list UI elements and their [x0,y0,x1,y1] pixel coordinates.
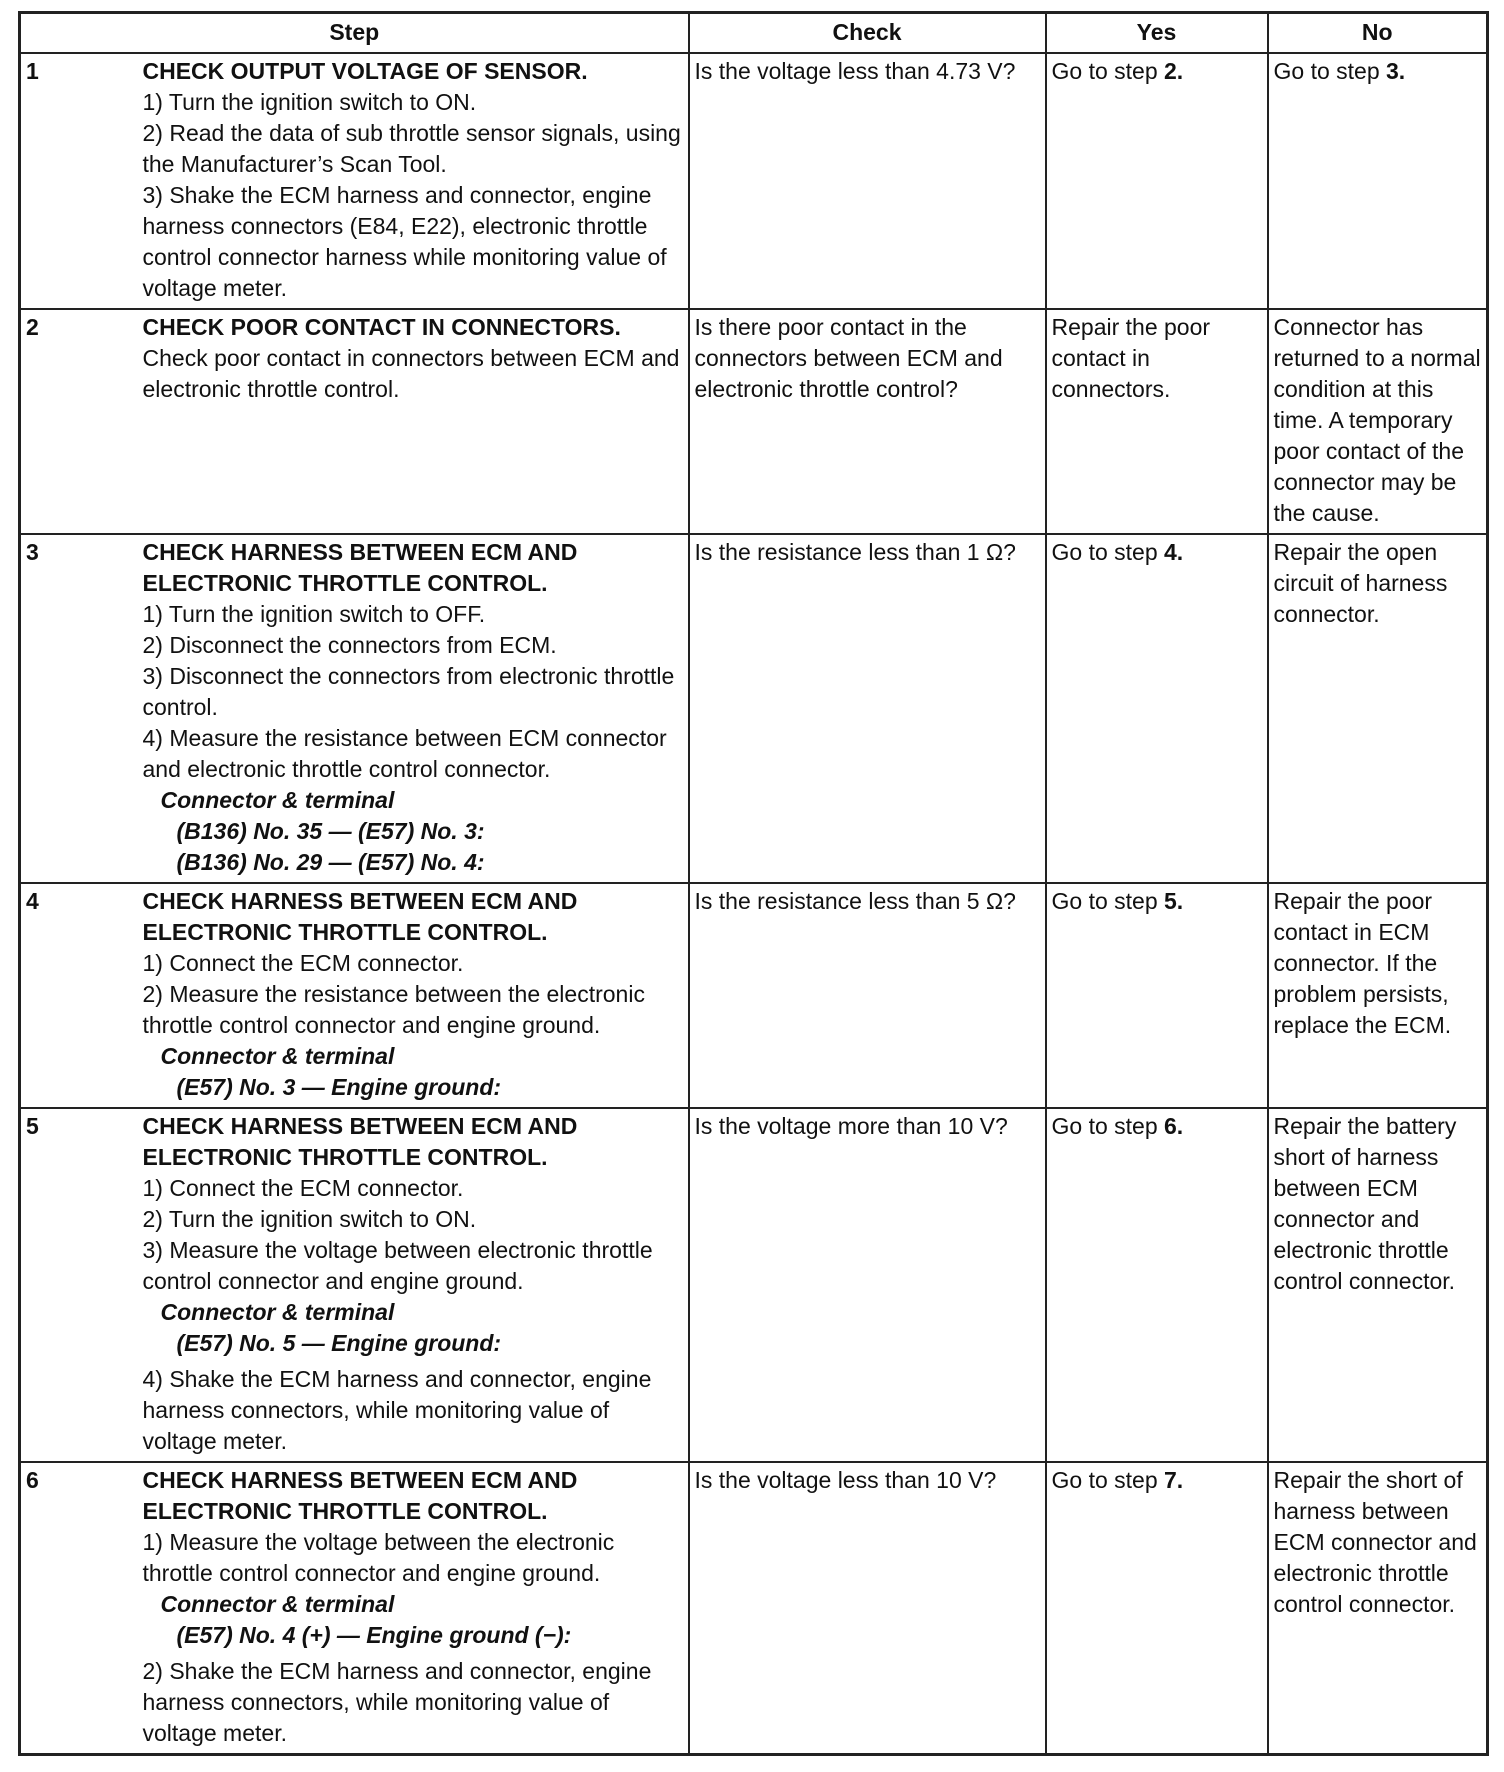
step-instruction: 1) Connect the ECM connector. [142,950,464,976]
connector-terminal-value: (E57) No. 3 — Engine ground: [176,1074,502,1100]
step-title: CHECK POOR CONTACT IN CONNECTORS. [142,314,621,340]
no-step-link: 3. [1386,58,1406,84]
connector-terminal-label: Connector & terminal [160,787,395,813]
no-cell: Repair the open circuit of harness connector. [1268,534,1488,883]
step-cell [138,1108,689,1462]
step-instruction: 2) Disconnect the connectors from ECM. [142,632,557,658]
step-number: 5 [20,1108,138,1462]
yes-text: Go to step [1051,539,1165,565]
check-cell: Is the resistance less than 1 Ω? [689,534,1046,883]
check-cell: Is the voltage more than 10 V? [689,1108,1046,1462]
step-cell [138,53,689,309]
step-instruction: 2) Measure the resistance between the electronic throttle control connector and engine ground. [142,981,645,1038]
diagnostic-procedure-table [18,11,1489,1756]
step-instruction: 2) Read the data of sub throttle sensor signals, using the Manufacturer’s Scan Tool. [142,120,681,177]
table-row [20,309,1488,534]
step-number: 4 [20,883,138,1108]
table-row [20,534,1488,883]
yes-text: Go to step [1051,1467,1165,1493]
yes-cell [1046,534,1268,883]
check-cell: Is the voltage less than 4.73 V? [689,53,1046,309]
step-instruction: Check poor contact in connectors between ECM and electronic throttle control. [142,345,680,402]
yes-cell: Repair the poor contact in connectors. [1046,309,1268,534]
connector-terminal-label: Connector & terminal [160,1043,395,1069]
connector-terminal-value: (E57) No. 5 — Engine ground: [176,1330,502,1356]
step-instruction: 1) Connect the ECM connector. [142,1175,464,1201]
step-number: 6 [20,1462,138,1755]
check-cell: Is the voltage less than 10 V? [689,1462,1046,1755]
connector-terminal-label: Connector & terminal [160,1591,395,1617]
yes-cell [1046,1462,1268,1755]
step-number: 3 [20,534,138,883]
no-cell: Repair the poor contact in ECM connector. If the problem persists, replace the ECM. [1268,883,1488,1108]
yes-step-link: 7. [1164,1467,1184,1493]
table-row [20,53,1488,309]
step-instruction: 2) Turn the ignition switch to ON. [142,1206,477,1232]
yes-step-link: 5. [1164,888,1184,914]
connector-terminal-value: (B136) No. 35 — (E57) No. 3: [176,818,485,844]
yes-cell [1046,1108,1268,1462]
yes-text: Go to step [1051,888,1165,914]
table-row [20,1108,1488,1462]
no-cell: Repair the battery short of harness between ECM connector and electronic throttle control connector. [1268,1108,1488,1462]
step-instruction: 3) Shake the ECM harness and connector, engine harness connectors (E84, E22), electronic throttle control connector harness while monitoring value of voltage meter. [142,182,667,301]
step-number: 2 [20,309,138,534]
step-instruction: 2) Shake the ECM harness and connector, engine harness connectors, while monitoring value of voltage meter. [142,1658,652,1746]
step-instruction: 3) Disconnect the connectors from electronic throttle control. [142,663,675,720]
no-column-header: No [1268,13,1488,54]
no-cell [1268,53,1488,309]
procedure-table-wrapper [18,11,1481,1756]
no-cell: Connector has returned to a normal condition at this time. A temporary poor contact of the connector may be the cause. [1268,309,1488,534]
yes-step-link: 4. [1164,539,1184,565]
yes-cell [1046,53,1268,309]
check-column-header: Check [689,13,1046,54]
step-instruction: 4) Shake the ECM harness and connector, engine harness connectors, while monitoring value of voltage meter. [142,1366,652,1454]
yes-column-header: Yes [1046,13,1268,54]
yes-step-link: 6. [1164,1113,1184,1139]
check-cell: Is there poor contact in the connectors between ECM and electronic throttle control? [689,309,1046,534]
yes-text: Go to step [1051,58,1165,84]
yes-cell [1046,883,1268,1108]
step-instruction: 1) Measure the voltage between the electronic throttle control connector and engine ground. [142,1529,615,1586]
table-row [20,883,1488,1108]
step-title: CHECK HARNESS BETWEEN ECM AND ELECTRONIC THROTTLE CONTROL. [142,1467,578,1524]
connector-terminal-value: (E57) No. 4 (+) — Engine ground (−): [176,1622,572,1648]
no-cell: Repair the short of harness between ECM connector and electronic throttle control connector. [1268,1462,1488,1755]
step-cell [138,309,689,534]
table-row [20,1462,1488,1755]
header-row [20,13,1488,54]
step-number: 1 [20,53,138,309]
step-cell [138,1462,689,1755]
step-instruction: 4) Measure the resistance between ECM connector and electronic throttle control connector. [142,725,667,782]
yes-text: Go to step [1051,1113,1165,1139]
connector-terminal-label: Connector & terminal [160,1299,395,1325]
connector-terminal-value: (B136) No. 29 — (E57) No. 4: [176,849,485,875]
step-instruction: 1) Turn the ignition switch to ON. [142,89,477,115]
no-text: Go to step [1273,58,1387,84]
step-instruction: 3) Measure the voltage between electronic throttle control connector and engine ground. [142,1237,653,1294]
step-column-header: Step [20,13,689,54]
step-title: CHECK HARNESS BETWEEN ECM AND ELECTRONIC THROTTLE CONTROL. [142,1113,578,1170]
step-title: CHECK HARNESS BETWEEN ECM AND ELECTRONIC THROTTLE CONTROL. [142,888,578,945]
step-title: CHECK OUTPUT VOLTAGE OF SENSOR. [142,58,588,84]
step-cell [138,534,689,883]
step-cell [138,883,689,1108]
yes-step-link: 2. [1164,58,1184,84]
step-title: CHECK HARNESS BETWEEN ECM AND ELECTRONIC THROTTLE CONTROL. [142,539,578,596]
check-cell: Is the resistance less than 5 Ω? [689,883,1046,1108]
step-instruction: 1) Turn the ignition switch to OFF. [142,601,486,627]
